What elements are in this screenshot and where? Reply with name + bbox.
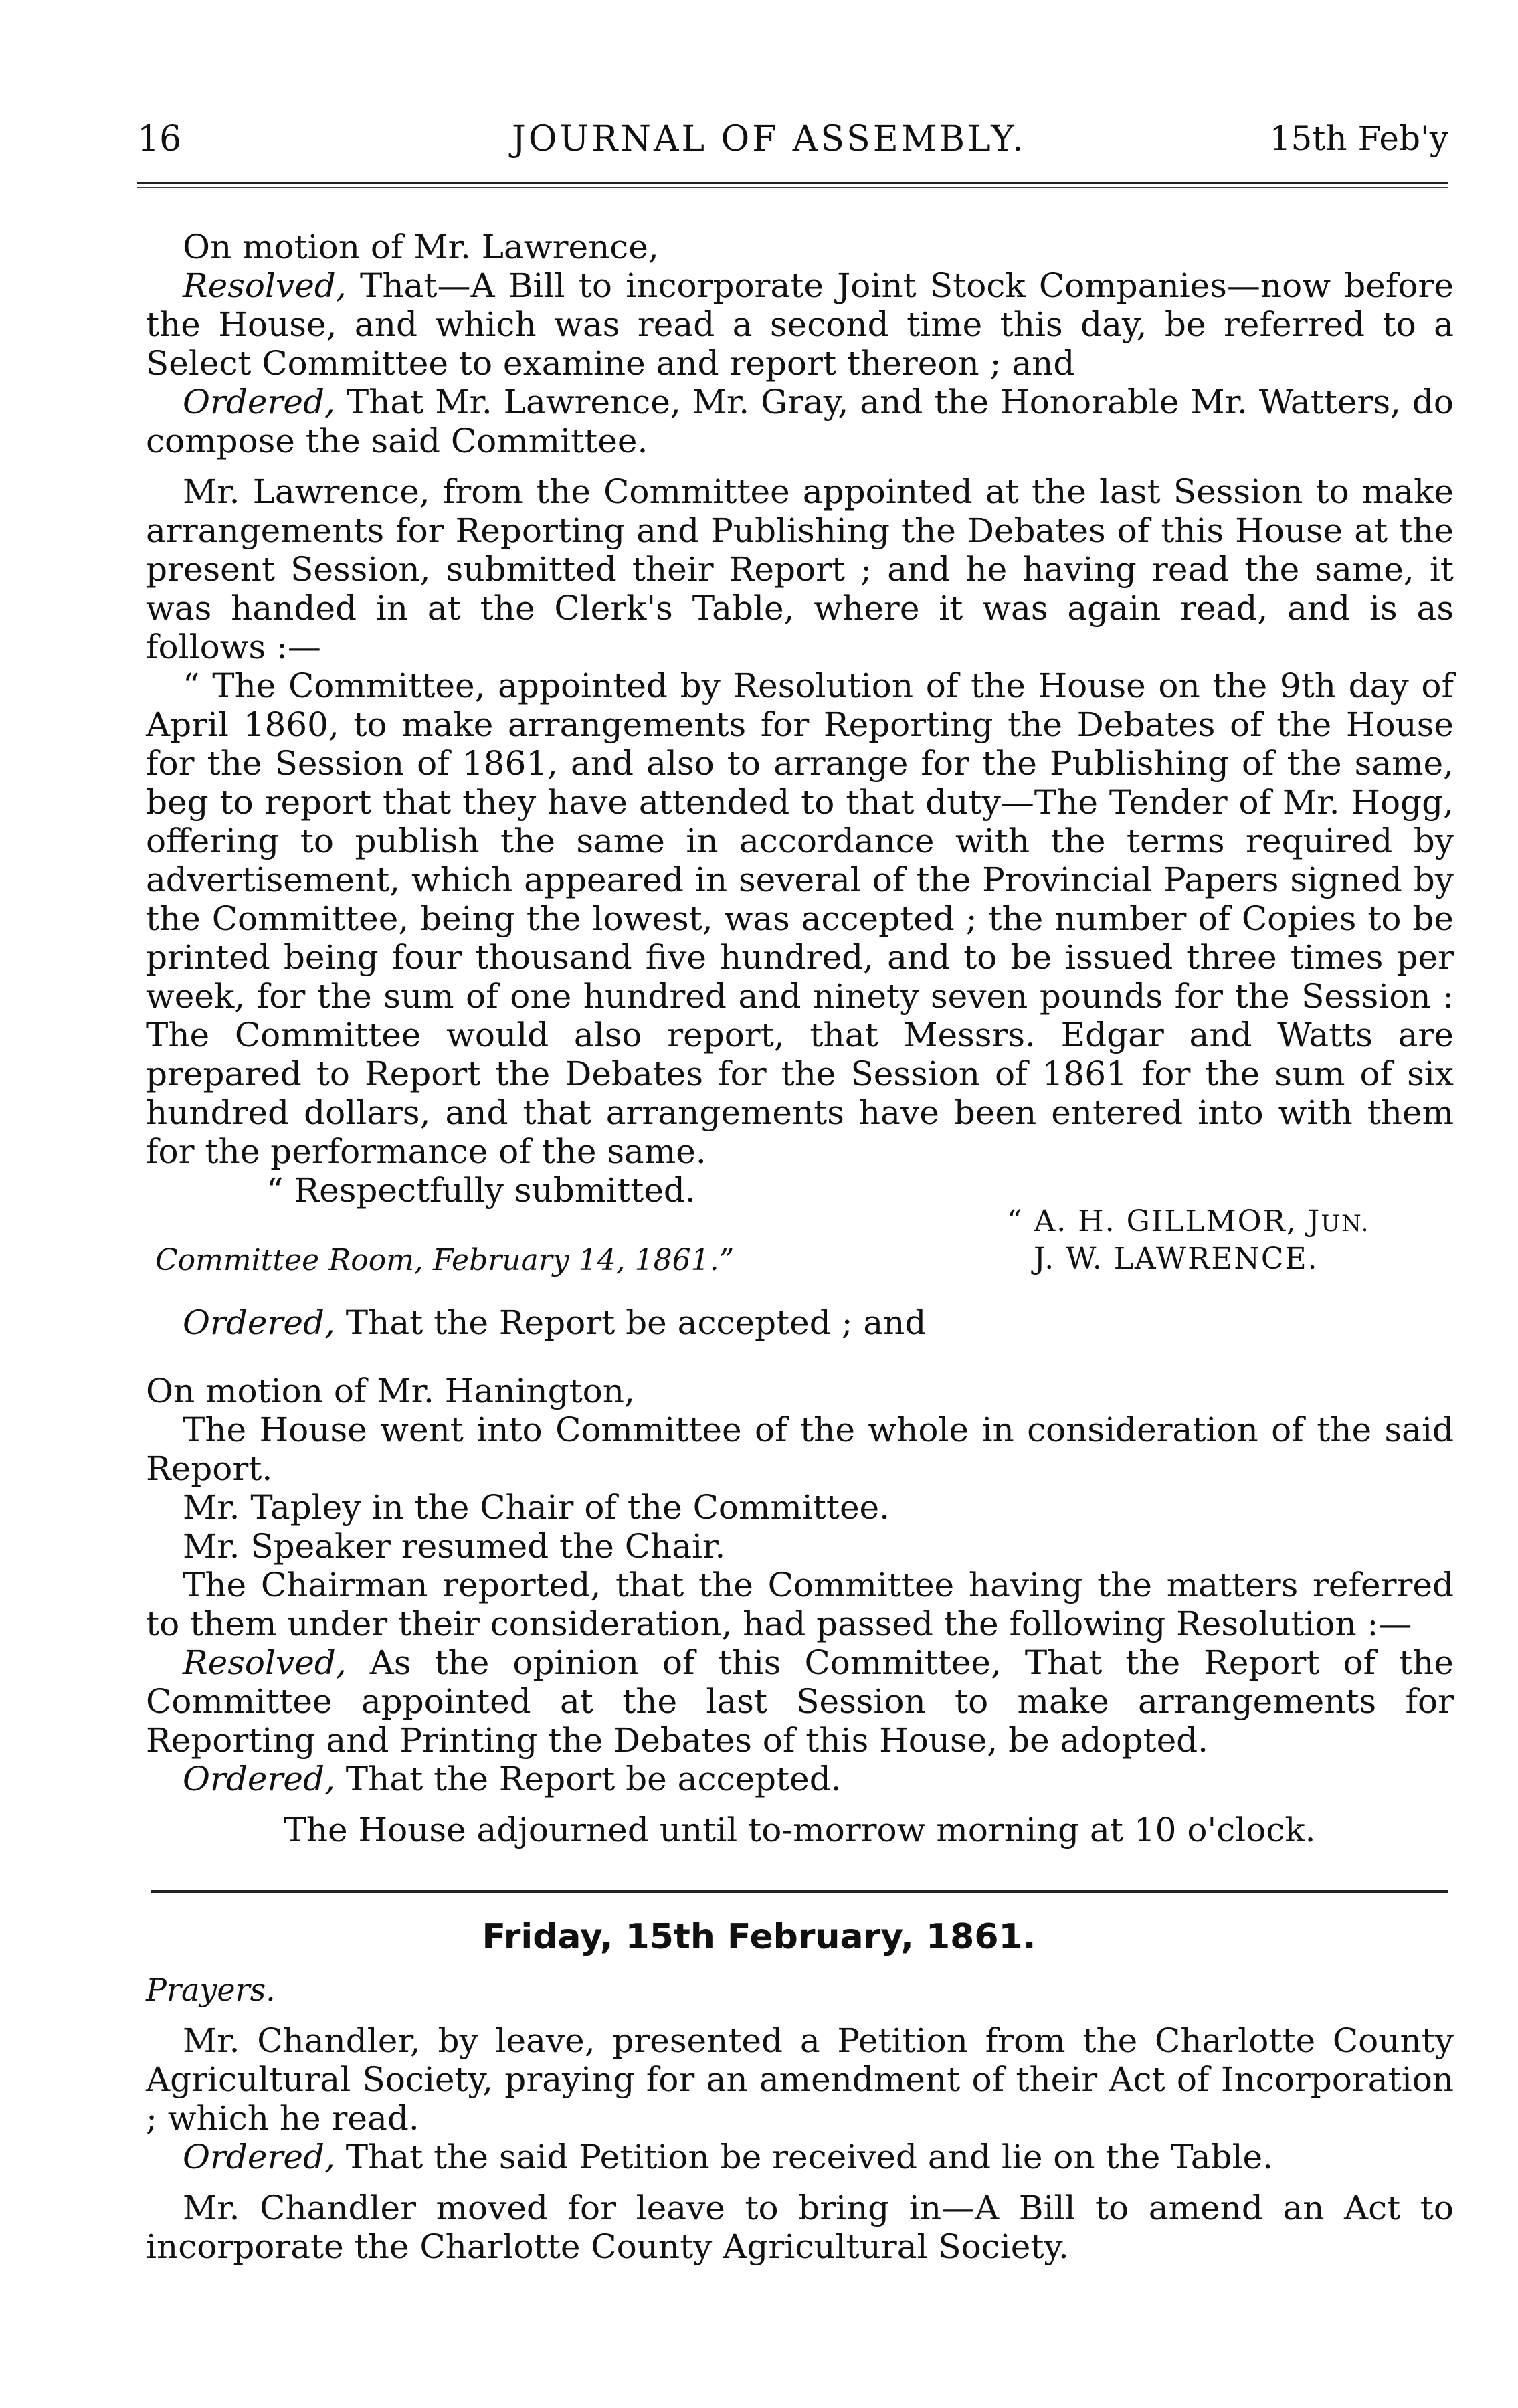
ordered-paragraph <box>146 1303 1454 1342</box>
committee-room-date: Committee Room, February 14, 1861.” <box>155 1243 735 1277</box>
committee-report-text: “ The Committee, appointed by Resolution of the House on the 9th day of April 1860, to make arrangements for Reporting the Debates of the House for the Session of 1861, and also to arrange for the Publishing of the same, beg to report that they have attended to that duty—The Tender of Mr. Hogg, offering to publish the same in accordance with the terms required by advertisement, which appeared in several of the Provincial Papers signed by the Committee, being the lowest, was accepted ; the number of Copies to be printed being four thousand five hundred, and to be issued three times per week, for the sum of one hundred and ninety seven pounds for the Session : The Committee would also report, that Messrs. Edgar and Watts are prepared to Report the Debates for the Session of 1861 for the sum of six hundred dollars, and that arrangements have been entered into with them for the performance of the same. <box>146 666 1454 1171</box>
running-title: JOURNAL OF ASSEMBLY. <box>512 119 1026 159</box>
ordered-paragraph <box>146 1760 1454 1798</box>
resolved-paragraph <box>146 266 1454 383</box>
header-rule <box>137 182 1448 184</box>
bill-motion-paragraph: Mr. Chandler moved for leave to bring in—A Bill to amend an Act to incorporate the Charlotte County Agricultural Society. <box>146 2189 1454 2266</box>
petition-paragraph: Mr. Chandler, by leave, presented a Petition from the Charlotte County Agricultural Society, praying for an amendment of their Act of Incorporation ; which he read. <box>146 2021 1454 2138</box>
ordered-paragraph <box>146 383 1454 460</box>
section-divider <box>151 1890 1448 1893</box>
committee-report-intro: Mr. Lawrence, from the Committee appointed at the last Session to make arrangements for Reporting and Publishing the Debates of this House at the present Session, submitted their Report ; and he having read the same, it was handed in at the Clerk's Table, where it was again read, and is as follows :— <box>146 472 1454 666</box>
motion-line: On motion of Mr. Hanington, <box>146 1372 635 1410</box>
signature-gillmor <box>1007 1204 1369 1238</box>
adjournment-line: The House adjourned until to-morrow morning at 10 o'clock. <box>284 1811 1316 1849</box>
signature-gillmor-suffix: UN. <box>1321 1210 1370 1237</box>
resolved-label: Resolved, <box>183 1643 347 1682</box>
motion-lawrence-block <box>146 227 1454 1210</box>
ordered-label: Ordered, <box>183 1303 335 1342</box>
proceedings-line: The Chairman reported, that the Committee having the matters referred to them under their consideration, had passed the following Resolution :— <box>146 1566 1454 1643</box>
ordered-label: Ordered, <box>183 383 335 422</box>
ordered-text: That the Report be accepted. <box>335 1760 842 1798</box>
proceedings-line: Mr. Speaker resumed the Chair. <box>183 1527 726 1566</box>
ordered-label: Ordered, <box>183 2138 335 2177</box>
resolved-text: As the opinion of this Committee, That the Report of the Committee appointed at the last Session to make arrangements for Reporting and Printing the Debates of this House, be adopted. <box>146 1643 1454 1760</box>
proceedings-line: Mr. Tapley in the Chair of the Committee. <box>183 1488 890 1527</box>
prayers-line: Prayers. <box>146 1972 276 2008</box>
motion-line: On motion of Mr. Lawrence, <box>183 227 659 266</box>
ordered-text: That the said Petition be received and lie on the Table. <box>335 2138 1274 2177</box>
resolved-label: Resolved, <box>183 266 347 305</box>
page-number: 16 <box>137 119 182 159</box>
signature-gillmor-name: “ A. H. GILLMOR, J <box>1007 1204 1321 1238</box>
page-header <box>137 119 1448 173</box>
day-heading: Friday, 15th February, 1861. <box>482 1917 1036 1957</box>
ordered-label: Ordered, <box>183 1760 335 1798</box>
proceedings-line: The House went into Committee of the whole in consideration of the said Report. <box>146 1410 1454 1488</box>
resolved-text: That—A Bill to incorporate Joint Stock Companies—now before the House, and which was read a second time this day, be referred to a Select Committee to examine and report thereon ; and <box>146 266 1454 383</box>
header-date: 15th Feb'y <box>1269 119 1448 158</box>
signature-lawrence: J. W. LAWRENCE. <box>1034 1242 1319 1276</box>
ordered-accept-block <box>146 1303 1454 1342</box>
ordered-text: That Mr. Lawrence, Mr. Gray, and the Honorable Mr. Watters, do compose the said Committee. <box>146 383 1454 460</box>
ordered-paragraph <box>146 2138 1454 2177</box>
respectfully-submitted: “ Respectfully submitted. <box>266 1171 696 1210</box>
ordered-text: That the Report be accepted ; and <box>335 1303 927 1342</box>
header-rule-thin <box>137 187 1448 188</box>
resolved-paragraph <box>146 1643 1454 1760</box>
committee-of-whole-block <box>146 1372 1454 1849</box>
friday-proceedings-block <box>146 1970 1454 2266</box>
